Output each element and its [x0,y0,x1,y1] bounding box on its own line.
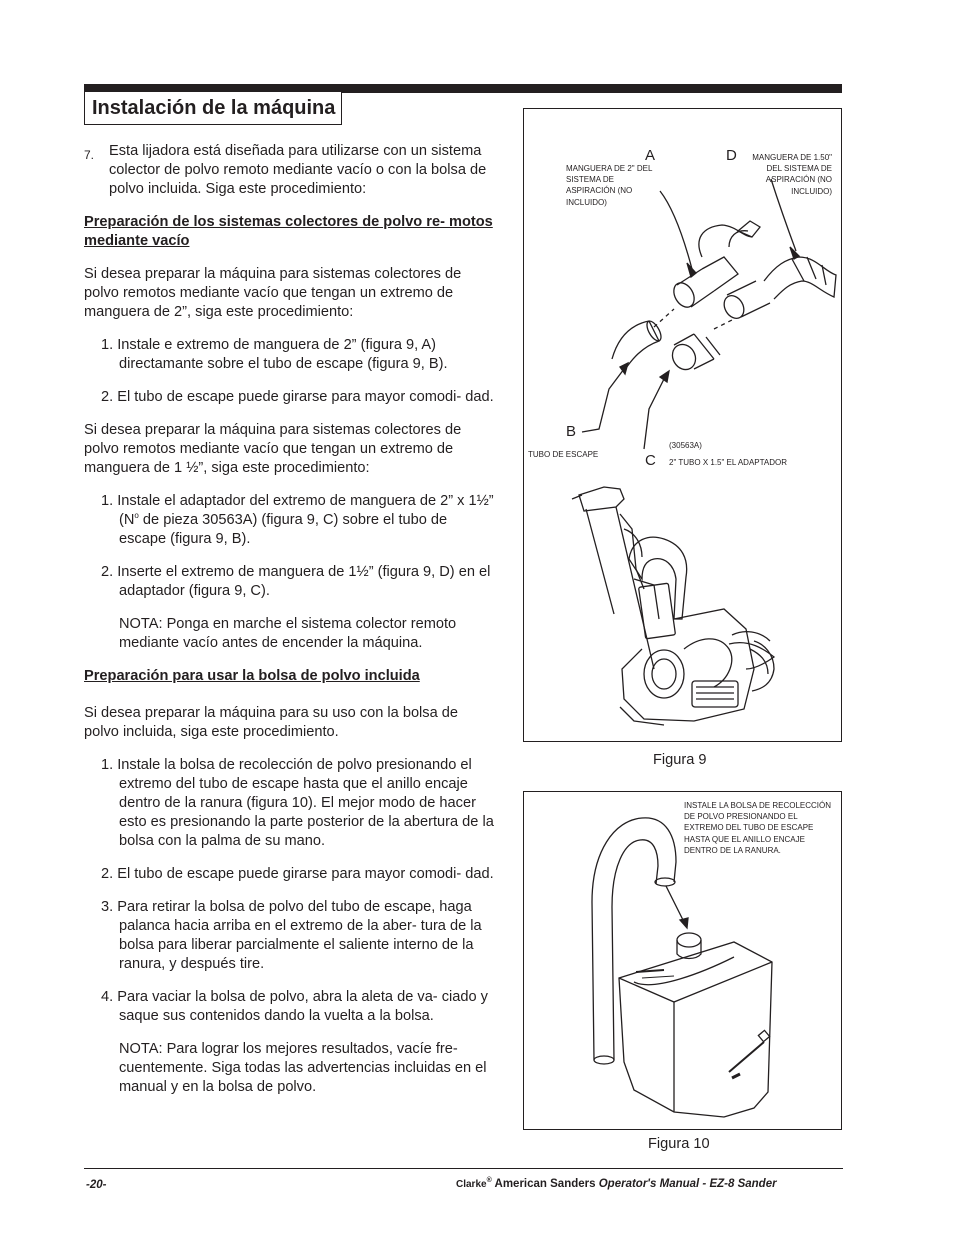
footer-brand: Clarke [456,1179,487,1190]
paragraph-2in-hose: Si desea preparar la máquina para sistemas colectores de polvo remotos mediante vacío que tengan un extremo de manguera de 2”, siga este procedimiento: [84,266,462,320]
figure-9-letter-d: D [726,147,737,164]
note-remote-vacuum: NOTA: Ponga en marche el sistema colector remoto mediante vacío antes de encender la máquina. [119,616,457,651]
figure-9-label-c-part: (30563A) [669,441,702,450]
footer-rule [84,1168,843,1169]
intro-item [84,142,494,199]
section-heading-dust-bag: Preparación para usar la bolsa de polvo incluida [84,668,420,684]
step-a2: 2. El tubo de escape puede girarse para mayor comodi- dad. [101,389,494,405]
step-b1-superscript: o [134,511,139,520]
step-c2: 2. El tubo de escape puede girarse para mayor comodi- dad. [101,866,494,882]
footer-manual: Operator's Manual - EZ-8 Sander [598,1178,777,1190]
page-number: -20- [86,1179,107,1191]
footer-brand-mark: ® [486,1177,492,1184]
section-heading-remote-vacuum: Preparación de los sistemas colectores de polvo re- motos mediante vacío [84,214,493,249]
figure-9-label-c: 2" TUBO X 1.5" EL ADAPTADOR [669,458,788,467]
figure-9-label-d: MANGUERA DE 1.50" DEL SISTEMA DE ASPIRACIÓN (NO INCLUIDO) [752,153,832,196]
footer-text [456,1178,777,1190]
figure-10 [523,791,842,1130]
footer-company: American Sanders [494,1178,596,1190]
figure-9-letter-c: C [645,452,656,469]
page-title: Instalación de la máquina [84,92,342,125]
main-text [84,142,494,1097]
figure-10-label: INSTALE LA BOLSA DE RECOLECCIÓN DE POLVO PRESIONANDO EL EXTREMO DEL TUBO DE ESCAPE HASTA QUE EL ANILLO ENCAJE DENTRO DE LA RANURA. [684,801,832,855]
figure-9-letter-b: B [566,423,577,440]
step-c3: 3. Para retirar la bolsa de polvo del tubo de escape, haga palanca hacia arriba en el extremo de la aber- tura de la bolsa para liberar parcialmente el saliente interno de la ranura, y después tire. [101,899,482,972]
figure-10-caption: Figura 10 [648,1136,710,1152]
step-a1: 1. Instale e extremo de manguera de 2” (figura 9, A) directamante sobre el tubo de escape (figura 9, B). [101,337,448,372]
figure-9-label-a: MANGUERA DE 2" DEL SISTEMA DE ASPIRACIÓN (NO INCLUIDO) [566,164,653,207]
figure-9-letter-a: A [645,147,656,164]
paragraph-dust-bag: Si desea preparar la máquina para su uso con la bolsa de polvo incluida, siga este procedimiento. [84,705,459,740]
intro-paragraph: Esta lijadora está diseñada para utilizarse con un sistema colector de polvo remoto mediante vacío o con la bolsa de polvo incluida. Siga este procedimiento: [109,143,487,197]
step-b2: 2. Inserte el extremo de manguera de 1½” (figura 9, D) en el adaptador (figura 9, C). [101,564,491,599]
figure-9-label-b: TUBO DE ESCAPE [528,450,599,459]
paragraph-1-5in-hose: Si desea preparar la máquina para sistemas colectores de polvo remotos mediante vacío que tengan un extremo de manguera de 1 ½”, siga este procedimiento: [84,422,462,476]
note-dust-bag: NOTA: Para lograr los mejores resultados, vacíe fre- cuentemente. Siga todas las advertencias incluidas en el manual y en la bolsa de polvo. [119,1041,487,1095]
step-c1: 1. Instale la bolsa de recolección de polvo presionando el extremo del tubo de escape hasta que el anillo encaje dentro de la ranura (figura 10). El mejor modo de hacer esto es presionando la parte posterior de la abertura de la bolsa con la palma de su mano. [101,757,494,849]
step-c4: 4. Para vaciar la bolsa de polvo, abra la aleta de va- ciado y saque sus contenidos dando la vuelta a la bolsa. [101,989,488,1024]
intro-bullet: 7. [84,148,95,162]
step-b1-text-end: de pieza 30563A) (figura 9, C) sobre el tubo de escape (figura 9, B). [119,512,448,547]
figure-9 [523,108,842,742]
step-b1 [84,492,494,549]
figure-9-caption: Figura 9 [653,752,707,768]
step-b1-text: 1. Instale el adaptador del extremo de manguera de 2” x 1½” (N [101,493,494,528]
